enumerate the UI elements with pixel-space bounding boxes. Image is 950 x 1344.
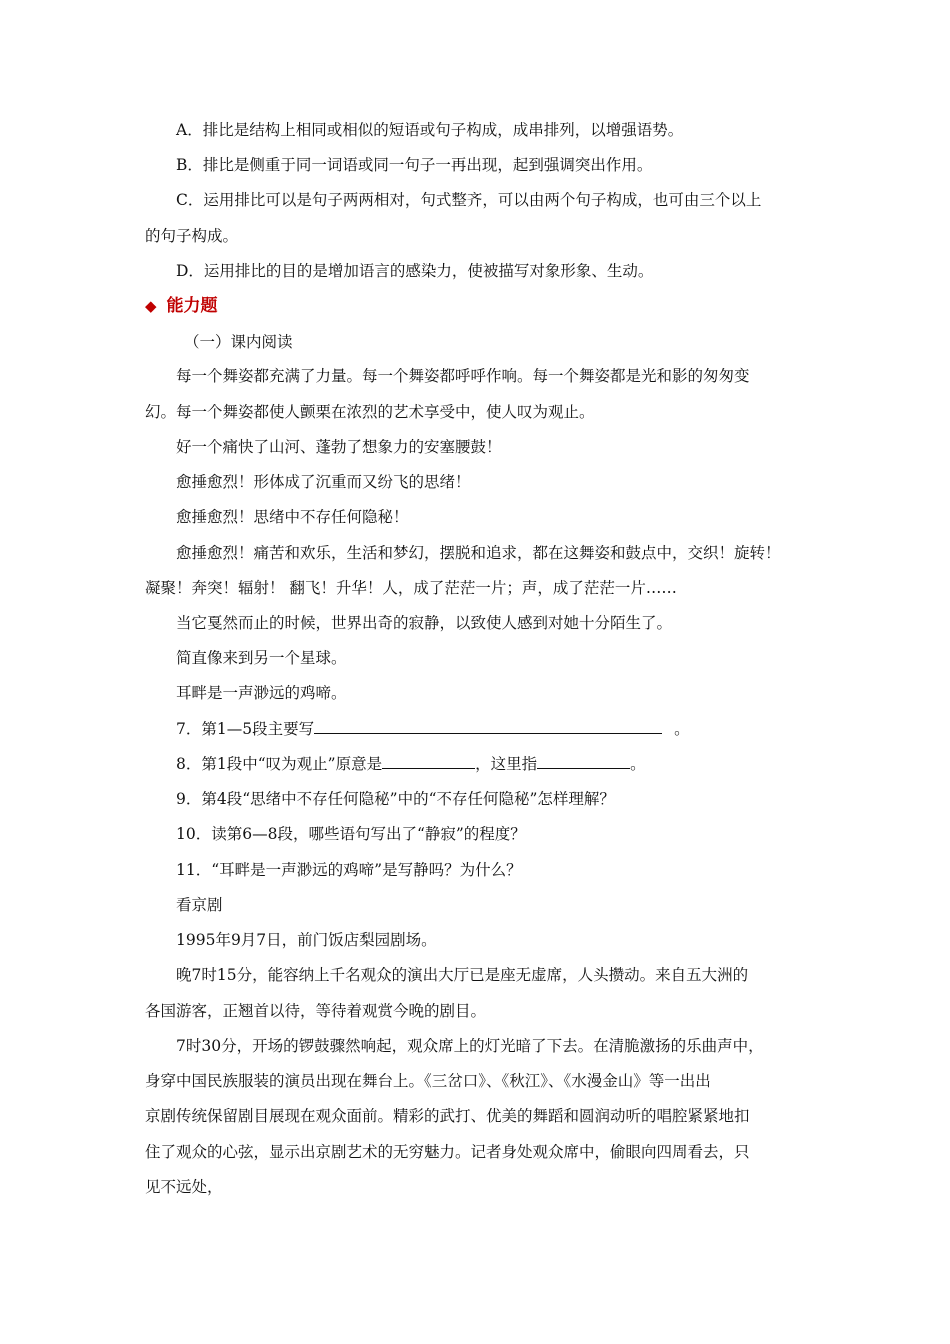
reading2-p3-line5: 见不远处， [145, 1178, 223, 1196]
section-heading [145, 296, 815, 316]
reading2-title: 看京剧 [176, 896, 223, 914]
reading2-p3-line2: 身穿中国民族服装的演员出现在舞台上。《三岔口》、《秋江》、《水漫金山》等一出出 [145, 1072, 711, 1090]
reading1-p8: 耳畔是一声渺远的鸡啼。 [176, 684, 347, 702]
reading1-p7: 简直像来到另一个星球。 [176, 649, 347, 667]
question-9: 9．第4段“思绪中不存任何隐秘”中的“不存任何隐秘”怎样理解？ [176, 790, 615, 808]
reading2-p3-line3: 京剧传统保留剧目展现在观众面前。精彩的武打、优美的舞蹈和圆润动听的唱腔紧紧地扣 [145, 1107, 750, 1125]
question-8-text: 8．第1段中“叹为观止”原意是 [176, 755, 383, 773]
reading2-p3-line4: 住了观众的心弦，显示出京剧艺术的无穷魅力。记者身处观众席中，偷眼向四周看去，只 [145, 1143, 750, 1161]
option-b: B．排比是侧重于同一词语或同一句子一再出现，起到强调突出作用。 [176, 156, 653, 174]
question-8-suffix: 。 [630, 755, 646, 773]
answer-blank[interactable] [314, 719, 662, 734]
diamond-icon: ◆ [145, 297, 157, 315]
reading1-p3: 愈捶愈烈！形体成了沉重而又纷飞的思绪！ [176, 473, 471, 491]
option-d: D．运用排比的目的是增加语言的感染力，使被描写对象形象、生动。 [176, 262, 654, 280]
answer-blank[interactable] [382, 754, 475, 769]
reading1-p1-line1: 每一个舞姿都充满了力量。每一个舞姿都呼呼作响。每一个舞姿都是光和影的匆匆变 [176, 367, 750, 385]
reading2-p3-line1: 7时30分，开场的锣鼓骤然响起，观众席上的灯光暗了下去。在清脆激扬的乐曲声中， [176, 1037, 764, 1055]
reading1-p4: 愈捶愈烈！思绪中不存任何隐秘！ [176, 508, 409, 526]
reading1-p1-line2: 幻。每一个舞姿都使人颤栗在浓烈的艺术享受中，使人叹为观止。 [145, 403, 595, 421]
question-8-middle: ，这里指 [475, 755, 538, 773]
option-a: A．排比是结构上相同或相似的短语或句子构成，成串排列，以增强语势。 [176, 121, 684, 139]
question-10: 10．读第6—8段，哪些语句写出了“静寂”的程度？ [176, 825, 526, 843]
reading1-p5-line2: 凝聚！奔突！辐射！ 翻飞！升华！人，成了茫茫一片；声，成了茫茫一片…… [145, 579, 677, 597]
reading1-p6: 当它戛然而止的时候，世界出奇的寂静，以致使人感到对她十分陌生了。 [176, 614, 673, 632]
answer-blank[interactable] [537, 754, 630, 769]
reading2-p2-line1: 晚7时15分，能容纳上千名观众的演出大厅已是座无虚席，人头攒动。来自五大洲的 [176, 966, 749, 984]
reading2-p2-line2: 各国游客，正翘首以待，等待着观赏今晚的剧目。 [145, 1002, 487, 1020]
question-7-text: 7．第1—5段主要写 [176, 720, 315, 738]
option-c-line1: C．运用排比可以是句子两两相对，句式整齐，可以由两个句子构成，也可由三个以上 [176, 191, 762, 209]
reading1-p5-line1: 愈捶愈烈！痛苦和欢乐，生活和梦幻，摆脱和追求，都在这舞姿和鼓点中，交织！旋转！ [176, 544, 781, 562]
question-7 [176, 719, 846, 739]
question-8 [176, 754, 846, 774]
reading2-p1: 1995年9月7日，前门饭店梨园剧场。 [176, 931, 437, 949]
question-11: 11．“耳畔是一声渺远的鸡啼”是写静吗？为什么？ [176, 861, 522, 879]
section-title: 能力题 [166, 296, 218, 316]
option-c-line2: 的句子构成。 [145, 227, 239, 245]
reading1-heading: （一）课内阅读 [184, 333, 293, 351]
question-7-suffix: 。 [674, 720, 690, 738]
reading1-p2: 好一个痛快了山河、蓬勃了想象力的安塞腰鼓！ [176, 438, 502, 456]
